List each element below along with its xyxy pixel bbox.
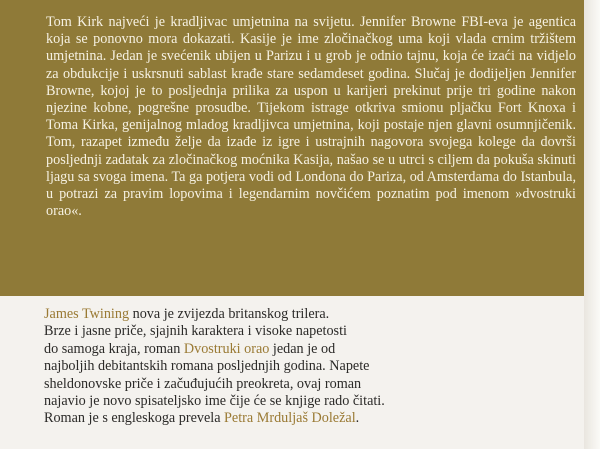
book-title: Dvostruki orao xyxy=(183,340,270,357)
blurb-line-5: sheldonovske priče i začuđujućih preokreta, ovaj roman xyxy=(44,375,362,392)
blurb-line-7 xyxy=(44,410,444,427)
blurb-line-7-pre: Roman je s engleskoga prevela xyxy=(44,410,225,427)
synopsis-text: Tom Kirk najveći je kradljivac umjetnina na svijetu. Jennifer Browne FBI-eva je agentica koja se ponovno mora dokazati. Kasije je ime zločinačkog uma koji vlada crnim tržištem umjetnina. Jedan je svećenik ubijen u Parizu i u grob je odnio tajnu, koja će izaći na vidjelo za obdukcije i uskrsnuti sablast krađe stare sedamdeset godina. Slučaj je dodijeljen Jennifer Browne, kojoj je to posljednja prilika za uspon u karijeri prekinut prije tri godine nakon njezine kobne, pogrešne prosudbe. Tijekom istrage otkriva smionu pljačku Fort Knoxa i Toma Kirka, genijalnog mladog kradljivca umjetnina, koji postaje njen glavni osumnjičenik. Tom, razapet između želje da izađe iz igre i ustrajnih nagovora svojega kolege da dovrši posljednji zadatak za zločinačkog moćnika Kasija, našao se u utrci s ciljem da pokuša skinuti ljagu sa svoga imena. Ta ga potjera vodi od Londona do Pariza, od Amsterdama do Istanbula, u potrazi za pravim lopovima i legendarnim novčićem poznatim pod imenom »dvostruki orao«. xyxy=(46,14,576,220)
blurb-line-2: Brze i jasne priče, sjajnih karaktera i visoke napetosti xyxy=(44,323,347,340)
author-name: James Twining xyxy=(44,306,130,322)
blurb-line-1 xyxy=(44,306,444,323)
blurb-line-3-pre: do samoga kraja, roman xyxy=(44,340,184,357)
blurb-line-1-rest: nova je zvijezda britanskog trilera. xyxy=(129,306,330,322)
author-blurb xyxy=(44,306,444,428)
page-edge xyxy=(584,0,600,449)
blurb-line-6: najavio je novo spisateljsko ime čije će se knjige rado čitati. xyxy=(44,393,385,410)
blurb-line-4: najboljih debitantskih romana posljednjih godina. Napete xyxy=(44,358,370,375)
blurb-line-3-post: jedan je od xyxy=(269,340,336,357)
blurb-line-3 xyxy=(44,341,444,358)
translator-name: Petra Mrduljaš Doležal xyxy=(224,410,356,427)
blurb-line-7-post: . xyxy=(355,410,360,427)
